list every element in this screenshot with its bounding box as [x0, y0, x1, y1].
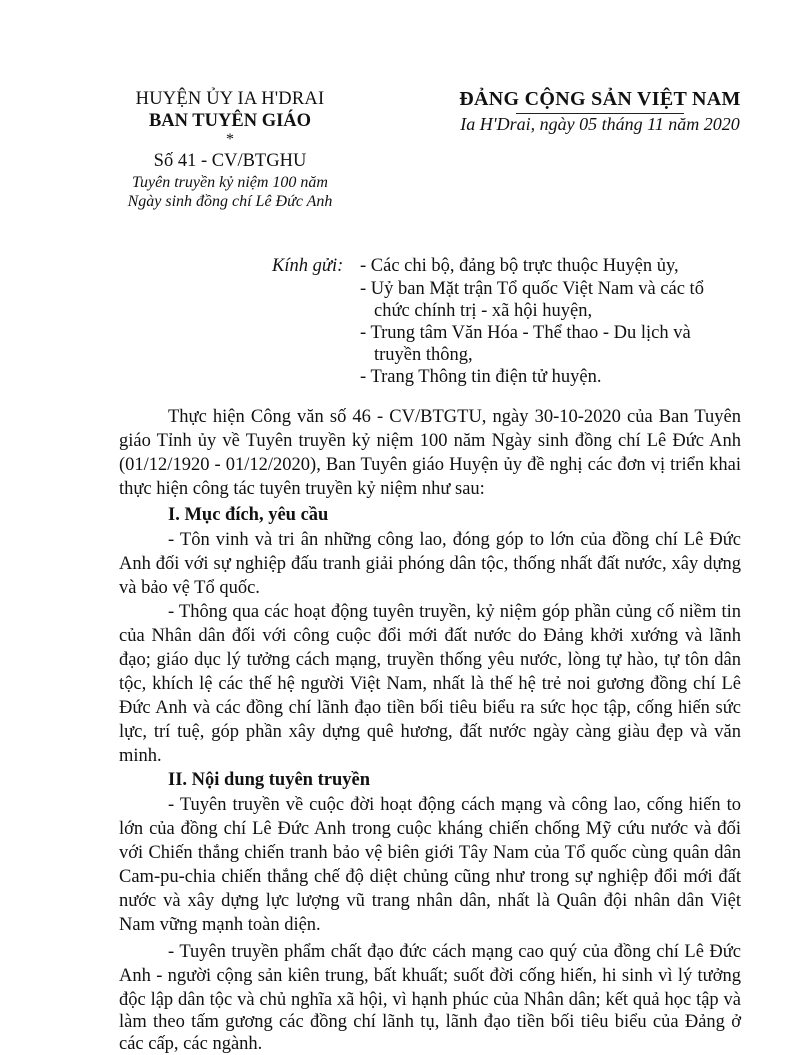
- party-name: ĐẢNG CỘNG SẢN VIỆT NAM: [459, 88, 741, 110]
- recipient-line: chức chính trị - xã hội huyện,: [374, 301, 593, 321]
- body-line: minh.: [119, 746, 162, 766]
- body-line: và bảo vệ Tổ quốc.: [119, 578, 260, 598]
- document-number: Số 41 - CV/BTGHU: [153, 151, 307, 171]
- document-subject-line1: Tuyên truyền kỷ niệm 100 năm: [132, 174, 328, 191]
- body-line: lớn của đồng chí Lê Đức Anh trong cuộc kháng chiến chống Mỹ cứu nước và đối: [119, 819, 741, 839]
- recipient-line: - Trang Thông tin điện tử huyện.: [360, 367, 602, 387]
- body-line: Nam vững mạnh toàn diện.: [119, 915, 321, 935]
- body-line: Đức Anh và các đồng chí lãnh đạo tiền bối tiêu biểu ra sức học tập, cống hiến sức: [119, 698, 741, 718]
- star-separator: *: [226, 131, 234, 148]
- body-line: Anh - người cộng sản kiên trung, bất khuất; suốt đời cống hiến, hi sinh vì lý tưởng: [119, 966, 741, 986]
- body-line: giáo Tỉnh ủy về Tuyên truyền kỷ niệm 100 năm Ngày sinh đồng chí Lê Đức Anh: [119, 431, 741, 451]
- issuing-org-line1: HUYỆN ỦY IA H'DRAI: [135, 89, 325, 109]
- body-line: Thực hiện Công văn số 46 - CV/BTGTU, ngày 30-10-2020 của Ban Tuyên: [168, 407, 741, 427]
- body-line: - Tuyên truyền phẩm chất đạo đức cách mạng cao quý của đồng chí Lê Đức: [168, 942, 741, 962]
- body-line: nước và xây dựng lực lượng vũ trang nhân dân, nhất là Quân đội nhân dân Việt: [119, 891, 741, 911]
- body-line: làm theo tấm gương các đồng chí lãnh tụ, lãnh đạo tiền bối tiêu biểu của Đảng ở: [119, 1012, 741, 1032]
- recipient-line: - Trung tâm Văn Hóa - Thể thao - Du lịch và: [360, 323, 691, 343]
- recipients-label: Kính gửi:: [272, 256, 344, 276]
- body-line: (01/12/1920 - 01/12/2020), Ban Tuyên giáo Huyện ủy đề nghị các đơn vị triển khai: [119, 455, 741, 475]
- body-line: của Nhân dân đối với công cuộc đổi mới đất nước do Đảng khởi xướng và lãnh: [119, 626, 741, 646]
- body-line: Anh đối với sự nghiệp đấu tranh giải phóng dân tộc, thống nhất đất nước, xây dựng: [119, 554, 741, 574]
- body-line: - Tôn vinh và tri ân những công lao, đóng góp to lớn của đồng chí Lê Đức: [168, 530, 741, 550]
- body-line: tộc, khích lệ các thế hệ người Việt Nam, nhất là thế hệ trẻ noi gương đồng chí Lê: [119, 674, 741, 694]
- document-subject-line2: Ngày sinh đồng chí Lê Đức Anh: [127, 193, 333, 210]
- body-line: độc lập dân tộc và chủ nghĩa xã hội, vì hạnh phúc của Nhân dân; kết quả học tập và: [119, 990, 741, 1010]
- body-line: các cấp, các ngành.: [119, 1034, 263, 1054]
- body-line: thực hiện công tác tuyên truyền kỷ niệm như sau:: [119, 479, 485, 499]
- body-line: với Chiến thắng chiến tranh bảo vệ biên giới Tây Nam của Tổ quốc cùng quân dân: [119, 843, 741, 863]
- body-line: Cam-pu-chia chiến thắng chế độ diệt chủng cũng như trong sự nghiệp đổi mới đất: [119, 867, 741, 887]
- recipient-line: - Các chi bộ, đảng bộ trực thuộc Huyện ủy,: [360, 256, 679, 276]
- recipient-line: truyền thông,: [374, 345, 473, 365]
- body-line: lực, trí tuệ, góp phần xây dựng quê hương, đất nước ngày càng giàu đẹp và văn: [119, 722, 741, 742]
- recipient-line: - Uỷ ban Mặt trận Tổ quốc Việt Nam và các tổ: [360, 279, 704, 299]
- body-line: - Thông qua các hoạt động tuyên truyền, kỷ niệm góp phần củng cố niềm tin: [168, 602, 741, 622]
- issuing-org-line2: BAN TUYÊN GIÁO: [148, 111, 312, 131]
- body-line: đạo; giáo dục lý tưởng cách mạng, truyền thống yêu nước, lòng tự hào, tự tôn dân: [119, 650, 741, 670]
- place-date: Ia H'Drai, ngày 05 tháng 11 năm 2020: [460, 114, 740, 134]
- section-heading: I. Mục đích, yêu cầu: [168, 505, 329, 525]
- body-line: - Tuyên truyền về cuộc đời hoạt động cách mạng và công lao, cống hiến to: [168, 795, 741, 815]
- section-heading: II. Nội dung tuyên truyền: [168, 770, 371, 790]
